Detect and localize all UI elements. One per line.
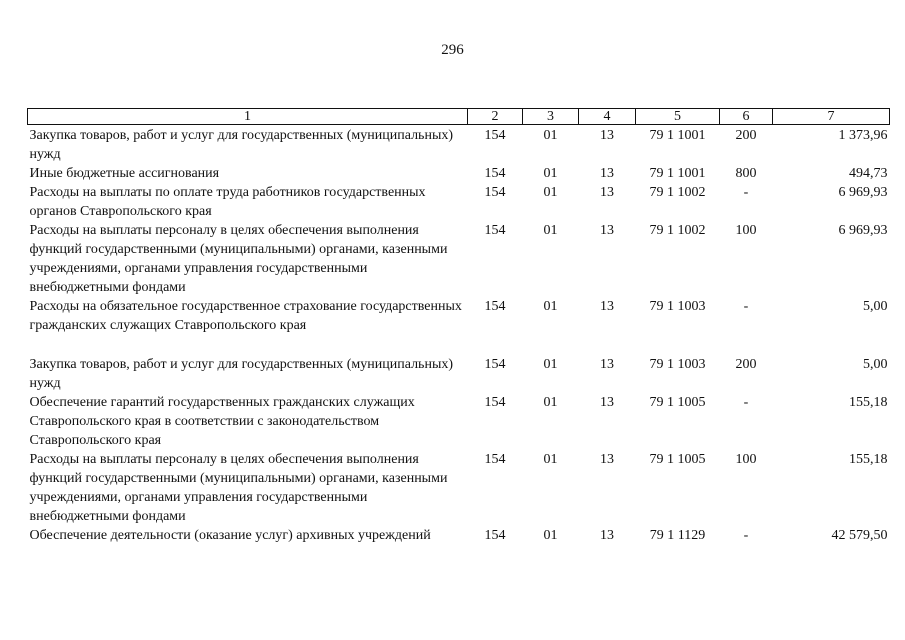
table-row — [28, 393, 890, 450]
subsection-code: 13 — [600, 528, 614, 543]
column-header: 1 — [28, 109, 468, 125]
ministry-code: 154 — [484, 395, 506, 410]
target-article-code: 79 1 1005 — [649, 395, 706, 410]
amount: 155,18 — [849, 452, 888, 467]
section-code: 01 — [543, 357, 558, 372]
ministry-code: 154 — [484, 185, 506, 200]
expense-type-code: - — [743, 528, 749, 543]
target-article-code: 79 1 1003 — [649, 299, 706, 314]
subsection-code: 13 — [600, 166, 614, 181]
expense-name: Расходы на обязательное государственное страхование государственных гражданских служащих Ставропольского края — [29, 299, 462, 333]
expense-name: Иные бюджетные ассигнования — [29, 166, 220, 181]
amount: 5,00 — [863, 357, 888, 372]
column-header: 7 — [773, 109, 890, 125]
table-row — [28, 125, 890, 165]
expense-name: Обеспечение деятельности (оказание услуг) архивных учреждений — [29, 528, 431, 543]
table-row — [28, 355, 890, 393]
table-row — [28, 526, 890, 545]
amount: 6 969,93 — [838, 223, 888, 238]
budget-table — [27, 108, 890, 545]
target-article-code: 79 1 1002 — [649, 185, 706, 200]
ministry-code: 154 — [484, 528, 506, 543]
subsection-code: 13 — [600, 185, 614, 200]
expense-name: Расходы на выплаты персоналу в целях обеспечения выполнения функций государственными (муниципальными) органами, казенными учреждениями, органами управления государственными внебюджетными фондами — [29, 223, 448, 295]
section-code: 01 — [543, 395, 558, 410]
subsection-code: 13 — [600, 452, 614, 467]
ministry-code: 154 — [484, 223, 506, 238]
table-header-row — [28, 109, 890, 125]
column-header: 4 — [579, 109, 636, 125]
subsection-code: 13 — [600, 357, 614, 372]
expense-type-code: - — [743, 395, 749, 410]
expense-type-code: - — [743, 185, 749, 200]
section-code: 01 — [543, 452, 558, 467]
section-code: 01 — [543, 166, 558, 181]
target-article-code: 79 1 1001 — [649, 166, 706, 181]
expense-name: Закупка товаров, работ и услуг для государственных (муниципальных) нужд — [29, 357, 454, 391]
section-code: 01 — [543, 299, 558, 314]
expense-name: Расходы на выплаты персоналу в целях обеспечения выполнения функций государственными (муниципальными) органами, казенными учреждениями, органами управления государственными внебюджетными фондами — [29, 452, 448, 524]
expense-name: Закупка товаров, работ и услуг для государственных (муниципальных) нужд — [29, 128, 454, 162]
expense-type-code: 200 — [735, 128, 757, 143]
ministry-code: 154 — [484, 452, 506, 467]
amount: 5,00 — [863, 299, 888, 314]
expense-type-code: 200 — [735, 357, 757, 372]
ministry-code: 154 — [484, 299, 506, 314]
table-row — [28, 183, 890, 221]
table-row — [28, 297, 890, 335]
subsection-code: 13 — [600, 223, 614, 238]
expense-type-code: 100 — [735, 452, 757, 467]
expense-type-code: 800 — [735, 166, 757, 181]
ministry-code: 154 — [484, 166, 506, 181]
expense-name: Обеспечение гарантий государственных гражданских служащих Ставропольского края в соответствии с законодательством Ставропольского края — [29, 395, 415, 448]
expense-type-code: 100 — [735, 223, 757, 238]
ministry-code: 154 — [484, 128, 506, 143]
column-header: 2 — [468, 109, 523, 125]
section-code: 01 — [543, 223, 558, 238]
column-header: 5 — [636, 109, 720, 125]
expense-type-code: - — [743, 299, 749, 314]
ministry-code: 154 — [484, 357, 506, 372]
amount: 6 969,93 — [838, 185, 888, 200]
column-header: 3 — [523, 109, 579, 125]
table-row — [28, 221, 890, 297]
target-article-code: 79 1 1002 — [649, 223, 706, 238]
amount: 42 579,50 — [831, 528, 888, 543]
amount: 155,18 — [849, 395, 888, 410]
target-article-code: 79 1 1005 — [649, 452, 706, 467]
subsection-code: 13 — [600, 128, 614, 143]
spacer-cell — [28, 335, 890, 355]
subsection-code: 13 — [600, 299, 614, 314]
column-header: 6 — [720, 109, 773, 125]
expense-name: Расходы на выплаты по оплате труда работников государственных органов Ставропольского края — [29, 185, 426, 219]
table-row — [28, 450, 890, 526]
target-article-code: 79 1 1001 — [649, 128, 706, 143]
section-code: 01 — [543, 128, 558, 143]
page-number: 296 — [441, 42, 464, 58]
section-code: 01 — [543, 185, 558, 200]
target-article-code: 79 1 1129 — [649, 528, 706, 543]
target-article-code: 79 1 1003 — [649, 357, 706, 372]
amount: 494,73 — [849, 166, 888, 181]
spacer-row — [28, 335, 890, 355]
section-code: 01 — [543, 528, 558, 543]
amount: 1 373,96 — [838, 128, 888, 143]
subsection-code: 13 — [600, 395, 614, 410]
table-row — [28, 164, 890, 183]
